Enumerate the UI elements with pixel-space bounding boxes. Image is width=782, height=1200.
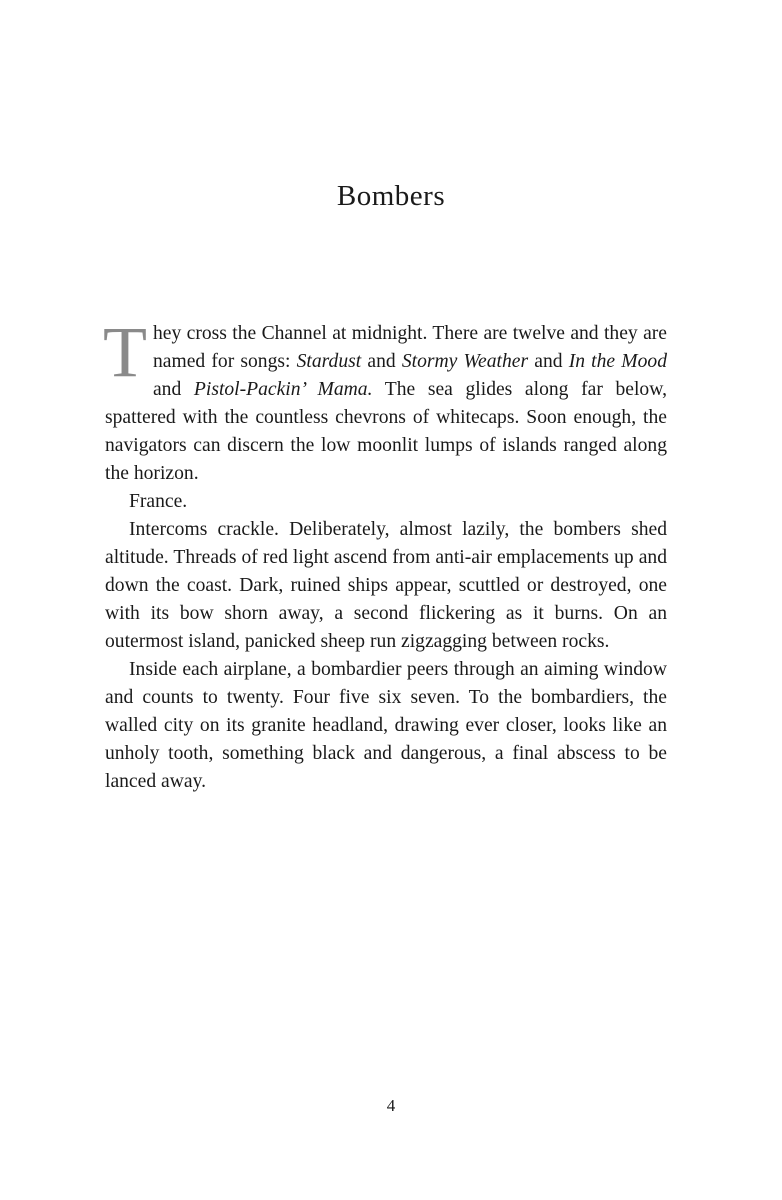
text-run: hey cross the Channel at midnight. There are twelve and they are named for songs: bbox=[152, 323, 667, 372]
text-run: and bbox=[361, 351, 402, 372]
text-run: and bbox=[152, 379, 194, 400]
text-run: and bbox=[528, 351, 569, 372]
song-title: Pistol-Packin’ Mama. bbox=[193, 379, 373, 400]
chapter-title: Bombers bbox=[336, 180, 446, 212]
song-title: In the Mood bbox=[568, 351, 667, 372]
page-number: 4 bbox=[386, 1096, 396, 1115]
paragraph bbox=[103, 312, 667, 488]
paragraph bbox=[105, 656, 667, 796]
text-run: Intercoms crackle. Deliberately, almost lazily, the bombers shed altitude. Threads of red light ascend from anti-air emplacements up and down the coast. Dark, ruined ships appear, scuttled or destroyed, one with its bow shorn away, a second flickering as it burns. On an outermost island, panicked sheep run zigzagging between rocks. bbox=[105, 519, 667, 652]
drop-cap: T bbox=[103, 312, 147, 392]
body-text bbox=[103, 312, 667, 796]
text-run: Inside each airplane, a bombardier peers through an aiming window and counts to twenty. Four five six seven. To the bombardiers, the walled city on its granite headland, drawing ever closer, looks like an unholy tooth, something black and dangerous, a final abscess to be lanced away. bbox=[105, 659, 667, 792]
text-run: France. bbox=[129, 491, 188, 512]
song-title: Stardust bbox=[296, 351, 362, 372]
text-run: The sea glides along far below, spattered with the countless chevrons of whitecaps. Soon enough, the navigators can discern the low moonlit lumps of islands ranged along the horizon. bbox=[105, 379, 667, 484]
paragraph bbox=[105, 516, 667, 656]
song-title: Stormy Weather bbox=[401, 351, 529, 372]
paragraph bbox=[105, 488, 667, 516]
